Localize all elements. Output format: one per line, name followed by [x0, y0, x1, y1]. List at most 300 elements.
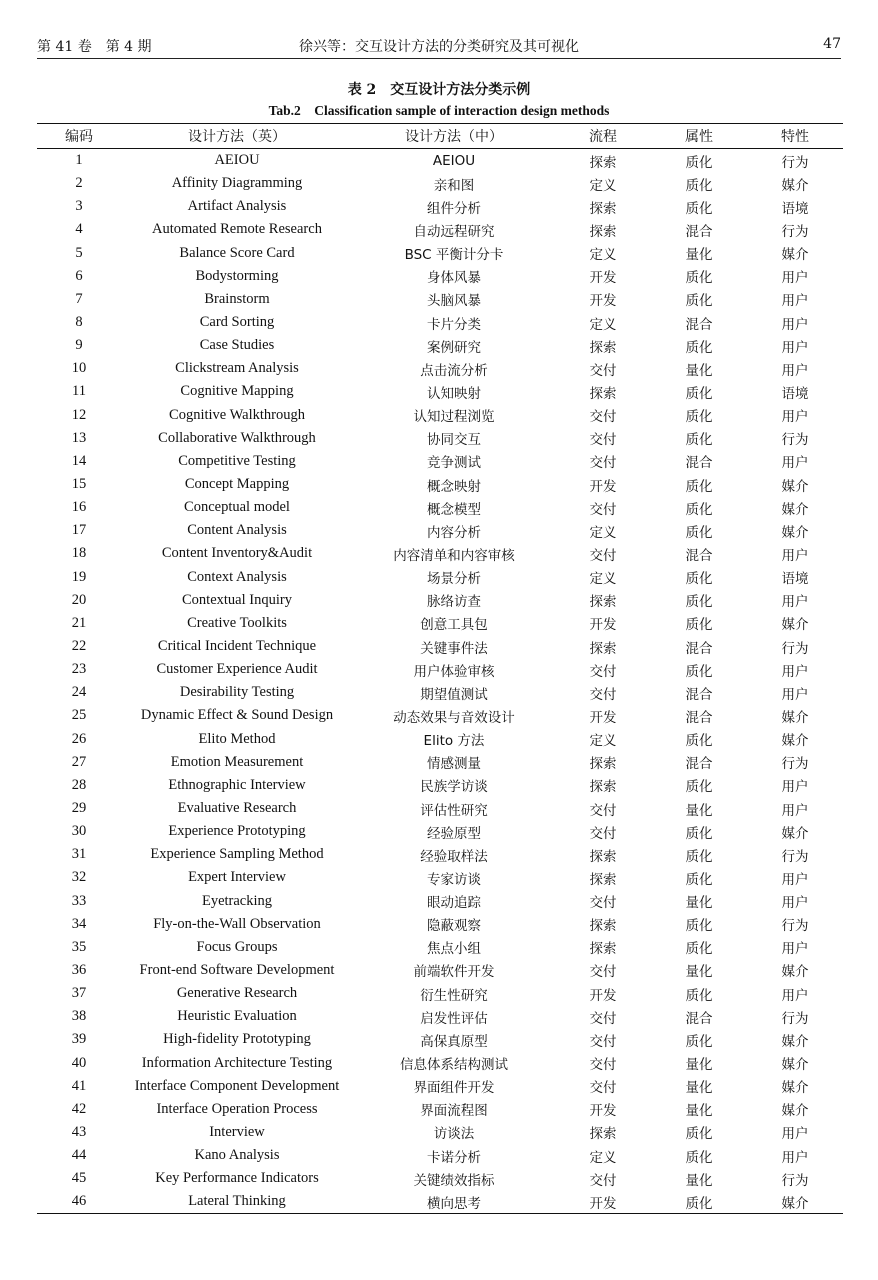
cell-feature: 媒介: [747, 1190, 843, 1214]
cell-method-zh: 认知过程浏览: [413, 409, 495, 426]
cell-method-en: Balance Score Card: [179, 244, 295, 261]
cell-feature: 行为: [781, 1172, 809, 1189]
cell-attribute: 质化: [685, 1126, 713, 1143]
cell-process: 探索: [589, 1126, 617, 1143]
cell-process: 定义: [589, 316, 617, 333]
cell-method-en: Interface Operation Process: [156, 1100, 318, 1117]
cell-attribute: 质化: [685, 177, 713, 194]
cell-process: 探索: [589, 594, 617, 611]
cell-attribute: 质化: [685, 339, 713, 356]
cell-process: 开发: [589, 293, 617, 310]
cell-process: 交付: [589, 1080, 617, 1097]
table-row: [37, 843, 843, 866]
cell-method-en: Ethnographic Interview: [168, 776, 306, 793]
cell-method-zh: 脉络访查: [427, 594, 481, 611]
table-row: [37, 311, 843, 334]
cell-method-en: Emotion Measurement: [170, 753, 304, 770]
table-row: [37, 496, 843, 519]
cell-feature: 媒介: [781, 1080, 809, 1097]
table-row: [37, 589, 843, 612]
cell-feature: 媒介: [781, 709, 809, 726]
cell-code: 13: [71, 429, 87, 446]
table-row: [37, 936, 843, 959]
cell-attribute: 质化: [685, 1033, 713, 1050]
cell-method-zh: 点击流分析: [420, 362, 488, 379]
cell-feature: 语境: [781, 200, 809, 217]
cell-method-en: Lateral Thinking: [121, 1190, 353, 1214]
cell-method-zh: 情感测量: [427, 756, 481, 773]
cell-code: 22: [71, 638, 87, 655]
cell-method-zh: 协同交互: [427, 432, 481, 449]
cell-attribute: 量化: [685, 895, 713, 912]
cell-attribute: 混合: [685, 640, 713, 657]
cell-method-zh: 概念映射: [427, 478, 481, 495]
cell-method-en: Key Performance Indicators: [155, 1170, 319, 1187]
cell-attribute: 质化: [685, 432, 713, 449]
cell-attribute: 质化: [651, 1190, 747, 1214]
table-row: [37, 427, 843, 450]
header-method-en: 设计方法（英）: [121, 124, 353, 149]
cell-code: 41: [71, 1077, 87, 1094]
cell-feature: 行为: [781, 154, 809, 171]
header-row: [37, 124, 843, 149]
cell-method-en: Interface Component Development: [134, 1077, 340, 1094]
cell-code: 6: [75, 267, 83, 284]
cell-method-en: Content Inventory&Audit: [161, 545, 313, 562]
cell-method-en: Card Sorting: [199, 314, 275, 331]
cell-method-en: Context Analysis: [187, 568, 287, 585]
cell-method-en: Experience Prototyping: [168, 823, 306, 840]
cell-feature: 行为: [781, 640, 809, 657]
cell-code: 16: [71, 499, 87, 516]
cell-process: 交付: [589, 432, 617, 449]
header-attribute: 属性: [651, 124, 747, 149]
cell-method-en: Collaborative Walkthrough: [158, 429, 316, 446]
cell-method-en: Competitive Testing: [178, 452, 296, 469]
cell-feature: 行为: [781, 1010, 809, 1027]
cell-attribute: 量化: [685, 802, 713, 819]
cell-code: 18: [71, 545, 87, 562]
cell-method-en: Experience Sampling Method: [150, 846, 324, 863]
table-row: [37, 820, 843, 843]
cell-feature: 用户: [781, 455, 809, 472]
cell-method-en: Clickstream Analysis: [175, 360, 299, 377]
cell-process: 交付: [589, 501, 617, 518]
cell-method-zh: 卡片分类: [427, 316, 481, 333]
cell-feature: 媒介: [781, 825, 809, 842]
cell-feature: 用户: [781, 594, 809, 611]
cell-process: 探索: [589, 200, 617, 217]
cell-method-en: Information Architecture Testing: [141, 1054, 333, 1071]
cell-process: 交付: [589, 825, 617, 842]
table-row: [37, 890, 843, 913]
cell-feature: 媒介: [781, 617, 809, 634]
cell-feature: 用户: [781, 686, 809, 703]
table-row: [37, 866, 843, 889]
cell-feature: 媒介: [781, 964, 809, 981]
cell-process: 交付: [589, 686, 617, 703]
cell-method-zh: 关键绩效指标: [413, 1172, 495, 1189]
table-row: [37, 242, 843, 265]
cell-feature: 语境: [781, 385, 809, 402]
cell-method-zh: 期望值测试: [420, 686, 488, 703]
table-row: [37, 450, 843, 473]
cell-attribute: 质化: [685, 501, 713, 518]
cell-method-en: Case Studies: [199, 337, 275, 354]
cell-attribute: 量化: [685, 247, 713, 264]
cell-attribute: 混合: [685, 316, 713, 333]
cell-method-en: Customer Experience Audit: [156, 661, 318, 678]
cell-method-en: Interview: [209, 1123, 265, 1140]
cell-method-en: Contextual Inquiry: [182, 591, 292, 608]
cell-process: 定义: [589, 247, 617, 264]
cell-method-en: Creative Toolkits: [187, 614, 287, 631]
cell-attribute: 质化: [685, 617, 713, 634]
cell-code: 27: [71, 753, 87, 770]
cell-method-zh: 专家访谈: [427, 871, 481, 888]
cell-code: 1: [75, 152, 83, 169]
cell-process: 定义: [589, 733, 617, 750]
cell-process: 交付: [589, 895, 617, 912]
cell-code: 39: [71, 1031, 87, 1048]
running-header: [37, 36, 841, 59]
table-row: [37, 519, 843, 542]
cell-feature: 媒介: [781, 177, 809, 194]
cell-code: 10: [71, 360, 87, 377]
table-row: [37, 334, 843, 357]
table-row: [37, 1190, 843, 1214]
table-row: [37, 1005, 843, 1028]
cell-method-en: Automated Remote Research: [152, 221, 322, 238]
cell-attribute: 质化: [685, 293, 713, 310]
cell-process: 定义: [589, 177, 617, 194]
cell-process: 交付: [589, 964, 617, 981]
table-row: [37, 1167, 843, 1190]
cell-attribute: 质化: [685, 270, 713, 287]
cell-attribute: 混合: [685, 1010, 713, 1027]
cell-attribute: 混合: [685, 547, 713, 564]
cell-feature: 用户: [781, 293, 809, 310]
cell-method-en: Brainstorm: [204, 290, 270, 307]
cell-method-zh: 眼动追踪: [427, 895, 481, 912]
cell-method-zh: 认知映射: [427, 385, 481, 402]
cell-attribute: 质化: [685, 1149, 713, 1166]
cell-code: 34: [71, 915, 87, 932]
cell-code: 15: [71, 476, 87, 493]
cell-feature: 用户: [781, 1149, 809, 1166]
cell-attribute: 质化: [685, 779, 713, 796]
cell-method-en: Critical Incident Technique: [157, 638, 317, 655]
table-row: [37, 1051, 843, 1074]
cell-method-zh: 关键事件法: [420, 640, 488, 657]
cell-attribute: 质化: [685, 918, 713, 935]
cell-code: 45: [71, 1170, 87, 1187]
cell-feature: 媒介: [781, 524, 809, 541]
cell-feature: 行为: [781, 432, 809, 449]
page-number: 47: [823, 36, 841, 52]
cell-code: 12: [71, 406, 87, 423]
cell-process: 探索: [589, 918, 617, 935]
cell-attribute: 质化: [685, 825, 713, 842]
cell-attribute: 质化: [685, 663, 713, 680]
cell-process: 开发: [589, 478, 617, 495]
table-row: [37, 658, 843, 681]
cell-method-zh: 焦点小组: [427, 941, 481, 958]
cell-method-zh: 内容分析: [427, 524, 481, 541]
cell-feature: 行为: [781, 918, 809, 935]
cell-code: 29: [71, 800, 87, 816]
cell-code: 5: [75, 244, 83, 261]
cell-process: 交付: [589, 362, 617, 379]
cell-method-en: Eyetracking: [201, 892, 273, 909]
cell-attribute: 质化: [685, 571, 713, 588]
cell-code: 8: [75, 314, 83, 331]
header-process: 流程: [555, 124, 651, 149]
table-row: [37, 797, 843, 820]
cell-method-zh: 竞争测试: [427, 455, 481, 472]
cell-attribute: 质化: [685, 409, 713, 426]
cell-code: 7: [75, 290, 83, 307]
cell-method-en: Kano Analysis: [194, 1147, 280, 1164]
cell-code: 17: [71, 522, 87, 539]
table-row: [37, 149, 843, 173]
cell-feature: 媒介: [781, 1033, 809, 1050]
cell-method-zh: 民族学访谈: [420, 779, 488, 796]
table-row: [37, 288, 843, 311]
cell-code: 19: [71, 568, 87, 585]
cell-feature: 用户: [781, 362, 809, 379]
cell-attribute: 量化: [685, 1103, 713, 1120]
table-row: [37, 195, 843, 218]
cell-method-en: Fly-on-the-Wall Observation: [153, 915, 321, 932]
cell-method-zh: 启发性评估: [420, 1010, 488, 1027]
cell-process: 探索: [589, 640, 617, 657]
cell-code: 37: [71, 985, 87, 1002]
cell-attribute: 量化: [685, 1172, 713, 1189]
cell-attribute: 混合: [685, 756, 713, 773]
cell-feature: 用户: [781, 987, 809, 1004]
cell-process: 开发: [589, 709, 617, 726]
cell-method-zh: 前端软件开发: [413, 964, 495, 981]
cell-code: 20: [71, 591, 87, 608]
cell-code: 42: [71, 1100, 87, 1117]
cell-feature: 用户: [781, 802, 809, 819]
cell-method-zh: 组件分析: [427, 200, 481, 217]
cell-process: 交付: [589, 663, 617, 680]
cell-method-en: AEIOU: [214, 152, 260, 169]
table-row: [37, 404, 843, 427]
table-row: [37, 913, 843, 936]
cell-code: 30: [71, 823, 87, 840]
cell-feature: 用户: [781, 941, 809, 958]
table-row: [37, 1075, 843, 1098]
cell-attribute: 混合: [685, 686, 713, 703]
cell-method-zh: 内容清单和内容审核: [393, 547, 515, 564]
cell-method-en: Cognitive Walkthrough: [169, 406, 305, 423]
header-method-zh: 设计方法（中）: [353, 124, 555, 149]
header-code: 编码: [37, 124, 121, 149]
cell-code: 9: [75, 337, 83, 354]
cell-method-zh: 亲和图: [433, 177, 475, 194]
cell-method-zh: 信息体系结构测试: [400, 1057, 508, 1074]
cell-feature: 语境: [781, 571, 809, 588]
cell-process: 开发: [589, 270, 617, 287]
cell-code: 46: [37, 1190, 121, 1214]
cell-process: 探索: [589, 223, 617, 240]
cell-feature: 用户: [781, 409, 809, 426]
table-row: [37, 542, 843, 565]
cell-attribute: 量化: [685, 964, 713, 981]
cell-attribute: 质化: [685, 200, 713, 217]
cell-process: 交付: [589, 802, 617, 819]
cell-code: 23: [71, 661, 87, 678]
cell-process: 探索: [589, 871, 617, 888]
cell-code: 3: [75, 198, 83, 215]
cell-feature: 行为: [781, 756, 809, 773]
cell-method-zh: 界面组件开发: [413, 1080, 495, 1097]
cell-method-en: Conceptual model: [184, 499, 290, 516]
cell-method-zh: 创意工具包: [420, 617, 488, 634]
table-row: [37, 681, 843, 704]
cell-process: 定义: [589, 524, 617, 541]
cell-process: 交付: [589, 1172, 617, 1189]
cell-code: 26: [71, 730, 87, 747]
cell-method-en: Artifact Analysis: [187, 198, 287, 215]
cell-code: 25: [71, 707, 87, 724]
table-row: [37, 473, 843, 496]
cell-code: 35: [71, 938, 87, 955]
cell-attribute: 质化: [685, 987, 713, 1004]
cell-method-en: Elito Method: [198, 730, 276, 747]
cell-method-zh: 访谈法: [433, 1126, 475, 1143]
table-row: [37, 380, 843, 403]
cell-code: 36: [71, 961, 87, 978]
table-row: [37, 1144, 843, 1167]
cell-method-zh: 动态效果与音效设计: [393, 709, 515, 726]
cell-process: 探索: [589, 385, 617, 402]
methods-table: [37, 123, 843, 1214]
table-row: [37, 774, 843, 797]
cell-process: 探索: [589, 154, 617, 171]
cell-attribute: 混合: [685, 223, 713, 240]
cell-feature: 媒介: [781, 501, 809, 518]
cell-code: 4: [75, 221, 83, 238]
table-row: [37, 959, 843, 982]
table-row: [37, 566, 843, 589]
cell-method-en: High-fidelity Prototyping: [163, 1031, 311, 1048]
cell-attribute: 质化: [685, 524, 713, 541]
cell-method-en: Evaluative Research: [177, 800, 297, 816]
cell-method-en: Concept Mapping: [184, 476, 290, 493]
cell-feature: 行为: [781, 848, 809, 865]
cell-method-zh: 评估性研究: [420, 802, 488, 819]
cell-method-zh: 身体风暴: [427, 270, 481, 287]
cell-feature: 媒介: [781, 247, 809, 264]
table-row: [37, 635, 843, 658]
cell-attribute: 质化: [685, 848, 713, 865]
table-caption-chinese: 表 2 交互设计方法分类示例: [347, 82, 531, 98]
cell-process: 探索: [589, 756, 617, 773]
cell-feature: 用户: [781, 270, 809, 287]
table-row: [37, 1098, 843, 1121]
cell-method-zh: 横向思考: [353, 1190, 555, 1214]
cell-attribute: 质化: [685, 941, 713, 958]
cell-feature: 媒介: [781, 1103, 809, 1120]
cell-method-zh: Elito 方法: [423, 733, 485, 750]
cell-code: 28: [71, 776, 87, 793]
table-row: [37, 265, 843, 288]
table-row: [37, 704, 843, 727]
cell-method-zh: 用户体验审核: [413, 663, 495, 680]
cell-feature: 用户: [781, 316, 809, 333]
cell-method-zh: 高保真原型: [420, 1033, 488, 1050]
cell-code: 31: [71, 846, 87, 863]
cell-attribute: 质化: [685, 154, 713, 171]
cell-feature: 用户: [781, 1126, 809, 1143]
cell-attribute: 量化: [685, 1057, 713, 1074]
cell-feature: 媒介: [781, 733, 809, 750]
cell-attribute: 质化: [685, 871, 713, 888]
cell-method-en: Affinity Diagramming: [171, 175, 303, 192]
volume-issue: 第 41 卷 第 4 期: [37, 39, 152, 55]
cell-feature: 用户: [781, 339, 809, 356]
cell-method-zh: 经验原型: [427, 825, 481, 842]
cell-method-zh: 自动远程研究: [413, 223, 495, 240]
cell-feature: 媒介: [781, 1057, 809, 1074]
cell-method-en: Desirability Testing: [179, 684, 295, 701]
cell-process: 定义: [589, 571, 617, 588]
cell-code: 38: [71, 1008, 87, 1025]
cell-attribute: 混合: [685, 709, 713, 726]
header-feature: 特性: [747, 124, 843, 149]
table-row: [37, 1121, 843, 1144]
cell-process: 探索: [589, 941, 617, 958]
cell-method-en: Generative Research: [176, 985, 298, 1002]
cell-code: 24: [71, 684, 87, 701]
cell-code: 32: [71, 869, 87, 886]
cell-method-zh: 卡诺分析: [427, 1149, 481, 1166]
cell-attribute: 质化: [685, 594, 713, 611]
cell-process: 开发: [589, 1103, 617, 1120]
cell-feature: 用户: [781, 895, 809, 912]
cell-process: 交付: [589, 1010, 617, 1027]
cell-code: 40: [71, 1054, 87, 1071]
table-row: [37, 357, 843, 380]
cell-method-zh: 界面流程图: [420, 1103, 488, 1120]
cell-method-en: Cognitive Mapping: [180, 383, 294, 400]
cell-method-en: Focus Groups: [196, 938, 278, 955]
cell-code: 14: [71, 452, 87, 469]
table-header: [37, 124, 843, 149]
table-row: [37, 218, 843, 241]
cell-code: 43: [71, 1123, 87, 1140]
running-title: 徐兴等：交互设计方法的分类研究及其可视化: [299, 39, 579, 55]
table-row: [37, 612, 843, 635]
cell-process: 开发: [555, 1190, 651, 1214]
cell-process: 交付: [589, 1057, 617, 1074]
cell-attribute: 质化: [685, 478, 713, 495]
table-row: [37, 172, 843, 195]
cell-method-en: Heuristic Evaluation: [177, 1008, 297, 1025]
cell-method-zh: 场景分析: [427, 571, 481, 588]
cell-feature: 媒介: [781, 478, 809, 495]
cell-process: 开发: [589, 617, 617, 634]
cell-method-zh: AEIOU: [432, 152, 476, 169]
cell-method-en: Expert Interview: [188, 869, 286, 886]
table-row: [37, 751, 843, 774]
table-row: [37, 982, 843, 1005]
cell-method-zh: BSC 平衡计分卡: [404, 247, 504, 264]
